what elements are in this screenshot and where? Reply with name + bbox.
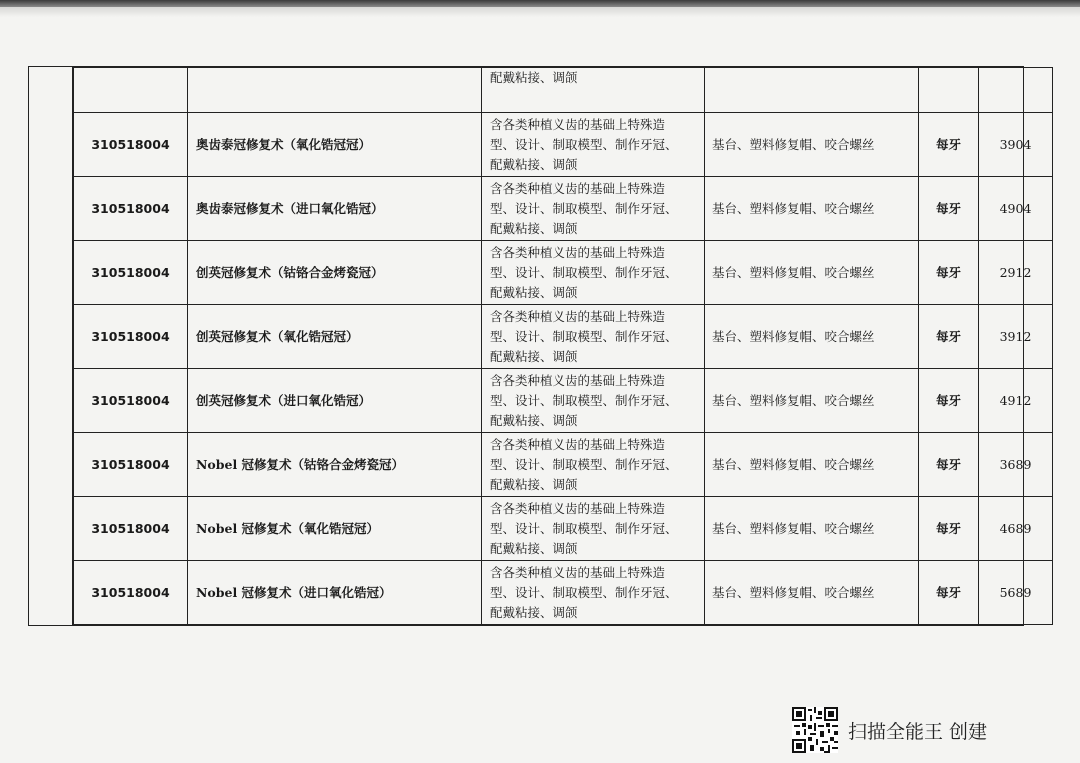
excluded-cell: 基台、塑料修复帽、咬合螺丝: [705, 369, 919, 433]
name-cell: 创英冠修复术（氧化锆冠冠）: [188, 305, 482, 369]
description-line: 配戴粘接、调颌: [490, 540, 578, 556]
description-cell: [482, 433, 705, 497]
left-margin-column: [29, 67, 73, 625]
table-row: [74, 433, 1053, 497]
table-row: [74, 497, 1053, 561]
description-cell: [482, 241, 705, 305]
fee-table: [73, 67, 1053, 625]
table-row: [74, 241, 1053, 305]
code-cell: 310518004: [74, 113, 188, 177]
unit-cell: 每牙: [919, 305, 979, 369]
description-line: 配戴粘接、调颌: [490, 220, 578, 236]
code-cell: 310518004: [74, 177, 188, 241]
code-cell: 310518004: [74, 369, 188, 433]
name-cell: [188, 68, 482, 113]
description-cell: [482, 369, 705, 433]
description-cell: [482, 68, 705, 113]
name-cell: 奥齿泰冠修复术（氧化锆冠冠）: [188, 113, 482, 177]
scanner-watermark: [792, 707, 1032, 753]
description-line: 型、设计、制取模型、制作牙冠、: [490, 520, 678, 536]
unit-cell: 每牙: [919, 497, 979, 561]
description-line: 型、设计、制取模型、制作牙冠、: [490, 392, 678, 408]
excluded-cell: 基台、塑料修复帽、咬合螺丝: [705, 561, 919, 625]
price-cell: 3912: [979, 305, 1053, 369]
description-line: 型、设计、制取模型、制作牙冠、: [490, 328, 678, 344]
unit-cell: 每牙: [919, 177, 979, 241]
description-line: 配戴粘接、调颌: [490, 70, 578, 85]
unit-cell: 每牙: [919, 113, 979, 177]
code-cell: 310518004: [74, 433, 188, 497]
fee-table-sheet: [28, 66, 1032, 626]
table-row: [74, 305, 1053, 369]
code-cell: 310518004: [74, 561, 188, 625]
price-cell: 5689: [979, 561, 1053, 625]
description-line: 含各类种植义齿的基础上特殊造: [490, 372, 666, 388]
unit-cell: 每牙: [919, 433, 979, 497]
description-line: 配戴粘接、调颌: [490, 156, 578, 172]
description-line: 含各类种植义齿的基础上特殊造: [490, 308, 666, 324]
description-line: 配戴粘接、调颌: [490, 412, 578, 428]
code-cell: 310518004: [74, 305, 188, 369]
name-cell: Nobel 冠修复术（氧化锆冠冠）: [188, 497, 482, 561]
description-line: 型、设计、制取模型、制作牙冠、: [490, 264, 678, 280]
description-line: 型、设计、制取模型、制作牙冠、: [490, 584, 678, 600]
description-line: 含各类种植义齿的基础上特殊造: [490, 180, 666, 196]
description-cell: [482, 497, 705, 561]
description-cell: [482, 305, 705, 369]
name-cell: 创英冠修复术（钴铬合金烤瓷冠）: [188, 241, 482, 305]
price-cell: 3904: [979, 113, 1053, 177]
description-line: 含各类种植义齿的基础上特殊造: [490, 116, 666, 132]
watermark-text: 扫描全能王 创建: [848, 721, 988, 743]
code-cell: [74, 68, 188, 113]
unit-cell: 每牙: [919, 561, 979, 625]
description-line: 型、设计、制取模型、制作牙冠、: [490, 456, 678, 472]
description-cell: [482, 561, 705, 625]
code-cell: 310518004: [74, 497, 188, 561]
name-cell: Nobel 冠修复术（钴铬合金烤瓷冠）: [188, 433, 482, 497]
price-cell: [979, 68, 1053, 113]
code-cell: 310518004: [74, 241, 188, 305]
unit-cell: [919, 68, 979, 113]
continued-row: [74, 68, 1053, 113]
description-line: 含各类种植义齿的基础上特殊造: [490, 564, 666, 580]
unit-cell: 每牙: [919, 369, 979, 433]
description-line: 配戴粘接、调颌: [490, 348, 578, 364]
unit-cell: 每牙: [919, 241, 979, 305]
price-cell: 4904: [979, 177, 1053, 241]
description-line: 配戴粘接、调颌: [490, 284, 578, 300]
description-cell: [482, 177, 705, 241]
name-cell: 奥齿泰冠修复术（进口氧化锆冠）: [188, 177, 482, 241]
description-line: 配戴粘接、调颌: [490, 604, 578, 620]
description-line: 型、设计、制取模型、制作牙冠、: [490, 136, 678, 152]
description-line: 含各类种植义齿的基础上特殊造: [490, 436, 666, 452]
price-cell: 4689: [979, 497, 1053, 561]
description-cell: [482, 113, 705, 177]
scan-shadow: [0, 7, 1080, 17]
excluded-cell: 基台、塑料修复帽、咬合螺丝: [705, 305, 919, 369]
scan-top-edge: [0, 0, 1080, 7]
description-line: 含各类种植义齿的基础上特殊造: [490, 244, 666, 260]
excluded-cell: 基台、塑料修复帽、咬合螺丝: [705, 113, 919, 177]
table-row: [74, 561, 1053, 625]
table-row: [74, 113, 1053, 177]
price-cell: 3689: [979, 433, 1053, 497]
price-cell: 2912: [979, 241, 1053, 305]
qr-code-icon: [792, 707, 838, 753]
name-cell: 创英冠修复术（进口氧化锆冠）: [188, 369, 482, 433]
excluded-cell: 基台、塑料修复帽、咬合螺丝: [705, 433, 919, 497]
name-cell: Nobel 冠修复术（进口氧化锆冠）: [188, 561, 482, 625]
excluded-cell: 基台、塑料修复帽、咬合螺丝: [705, 497, 919, 561]
excluded-cell: 基台、塑料修复帽、咬合螺丝: [705, 177, 919, 241]
table-row: [74, 177, 1053, 241]
excluded-cell: [705, 68, 919, 113]
description-line: 配戴粘接、调颌: [490, 476, 578, 492]
description-line: 型、设计、制取模型、制作牙冠、: [490, 200, 678, 216]
table-row: [74, 369, 1053, 433]
price-cell: 4912: [979, 369, 1053, 433]
description-line: 含各类种植义齿的基础上特殊造: [490, 500, 666, 516]
excluded-cell: 基台、塑料修复帽、咬合螺丝: [705, 241, 919, 305]
